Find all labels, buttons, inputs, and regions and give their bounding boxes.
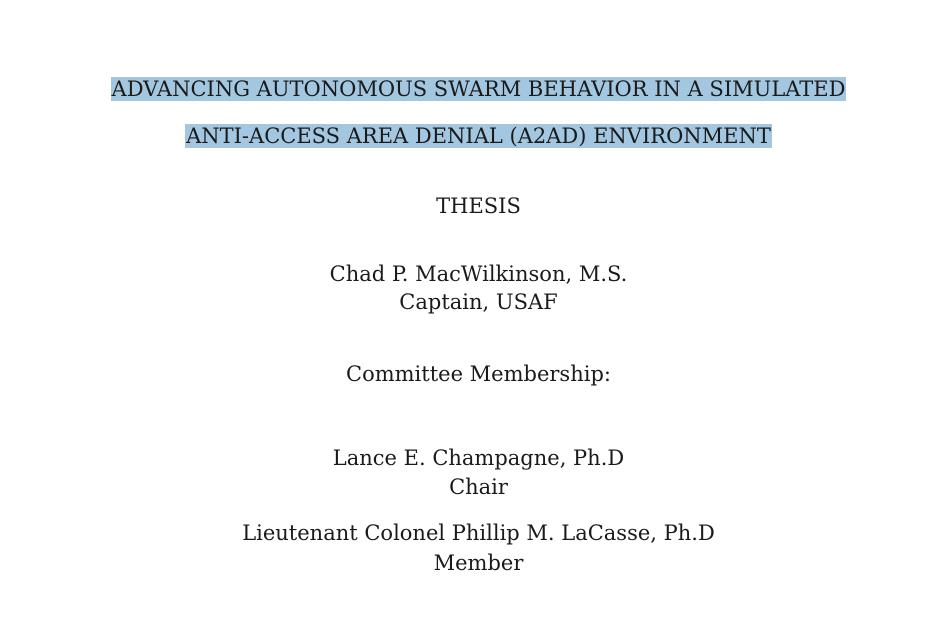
committee-member-name: Lieutenant Colonel Phillip M. LaCasse, Ph.D [242,521,715,545]
committee-member-role: Member [433,551,524,575]
committee-member-name: Lance E. Champagne, Ph.D [332,446,625,470]
selected-text[interactable]: ADVANCING AUTONOMOUS SWARM BEHAVIOR IN A SIMULATED [111,77,846,101]
selected-text[interactable]: ANTI-ACCESS AREA DENIAL (A2AD) ENVIRONMENT [186,124,771,148]
author-rank: Captain, USAF [399,290,558,314]
document-type: THESIS [436,194,521,218]
committee-heading: Committee Membership: [346,362,611,386]
author-name: Chad P. MacWilkinson, M.S. [329,262,628,286]
committee-member-role: Chair [449,475,508,499]
title-line-1[interactable] [0,76,949,102]
title-line-2[interactable] [0,123,949,149]
